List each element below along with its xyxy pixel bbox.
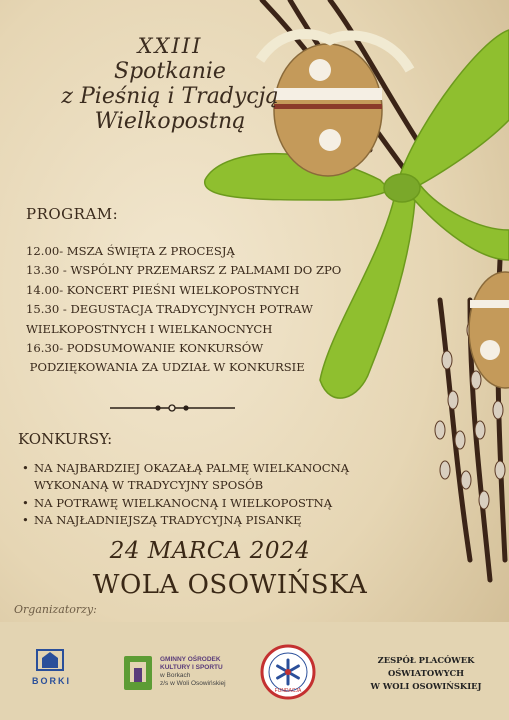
zespol-line-1: ZESPÓŁ PLACÓWEK bbox=[377, 655, 475, 665]
divider-ornament bbox=[110, 402, 235, 414]
gokis-line-3: w Borkach bbox=[160, 672, 191, 679]
program-item: 13.30 - WSPÓLNY PRZEMARSZ Z PALMAMI DO ZPO bbox=[26, 263, 342, 278]
event-date: 24 MARCA 2024 bbox=[109, 538, 311, 564]
zespol-placowek-text bbox=[356, 654, 496, 693]
contest-item bbox=[22, 512, 349, 529]
program-item: PODZIĘKOWANIA ZA UDZIAŁ W KONKURSIE bbox=[26, 360, 305, 375]
contest-line: NA NAJBARDZIEJ OKAZAŁĄ PALMĘ WIELKANOCNĄ bbox=[34, 461, 350, 475]
gokis-emblem-icon bbox=[122, 654, 154, 692]
gokis-text bbox=[160, 656, 226, 688]
organizers-label: Organizatorzy: bbox=[14, 603, 97, 616]
program-list bbox=[26, 242, 341, 378]
program-item: 16.30- PODSUMOWANIE KONKURSÓW bbox=[26, 341, 264, 356]
program-heading: PROGRAM: bbox=[26, 205, 119, 223]
title-line-3: Wielkopostną bbox=[94, 109, 246, 134]
borki-emblem-icon bbox=[32, 648, 68, 672]
contest-line: NA NAJŁADNIEJSZĄ TRADYCYJNĄ PISANKĘ bbox=[34, 513, 302, 528]
zespol-line-2: OŚWIATOWYCH bbox=[387, 668, 465, 678]
bullet-icon: • bbox=[22, 495, 29, 510]
contests-heading: KONKURSY: bbox=[18, 430, 113, 448]
title-line-2: z Pieśnią i Tradycją bbox=[61, 84, 279, 109]
easter-egg-right bbox=[469, 272, 509, 388]
contest-item bbox=[22, 460, 349, 495]
event-place: WOLA OSOWIŃSKA bbox=[92, 570, 368, 600]
gokis-line-2: KULTURY I SPORTU bbox=[160, 664, 223, 671]
borki-logo bbox=[32, 648, 71, 692]
gokis-logo bbox=[122, 654, 272, 694]
program-item: 15.30 - DEGUSTACJA TRADYCYJNYCH POTRAW bbox=[26, 302, 313, 317]
program-item: 14.00- KONCERT PIEŚNI WIELKOPOSTNYCH bbox=[26, 282, 300, 297]
title-edition: XXIII bbox=[137, 34, 203, 58]
contest-line: WYKONANĄ W TRADYCYJNY SPOSÓB bbox=[34, 478, 264, 493]
program-item: WIELKOPOSTNYCH I WIELKANOCNYCH bbox=[26, 321, 273, 336]
gokis-line-1: GMINNY OŚRODEK bbox=[160, 656, 221, 663]
bullet-icon: • bbox=[22, 461, 29, 475]
title-line-1: Spotkanie bbox=[114, 59, 226, 84]
zespol-line-3: W WOLI OSOWIŃSKIEJ bbox=[370, 681, 482, 691]
contest-line: NA POTRAWĘ WIELKANOCNĄ I WIELKOPOSTNĄ bbox=[34, 495, 333, 510]
borki-logo-text: BORKI bbox=[32, 676, 71, 686]
program-item: 12.00- MSZA ŚWIĘTA Z PROCESJĄ bbox=[26, 244, 235, 258]
bullet-icon: • bbox=[22, 513, 29, 528]
contest-item bbox=[22, 495, 349, 512]
event-title bbox=[60, 34, 280, 134]
contests-list bbox=[22, 460, 349, 530]
gokis-line-4: z/s w Woli Osowińskiej bbox=[160, 680, 226, 687]
fundacja-logo bbox=[260, 644, 316, 700]
fundacja-text: FUNDACJA bbox=[274, 688, 302, 694]
